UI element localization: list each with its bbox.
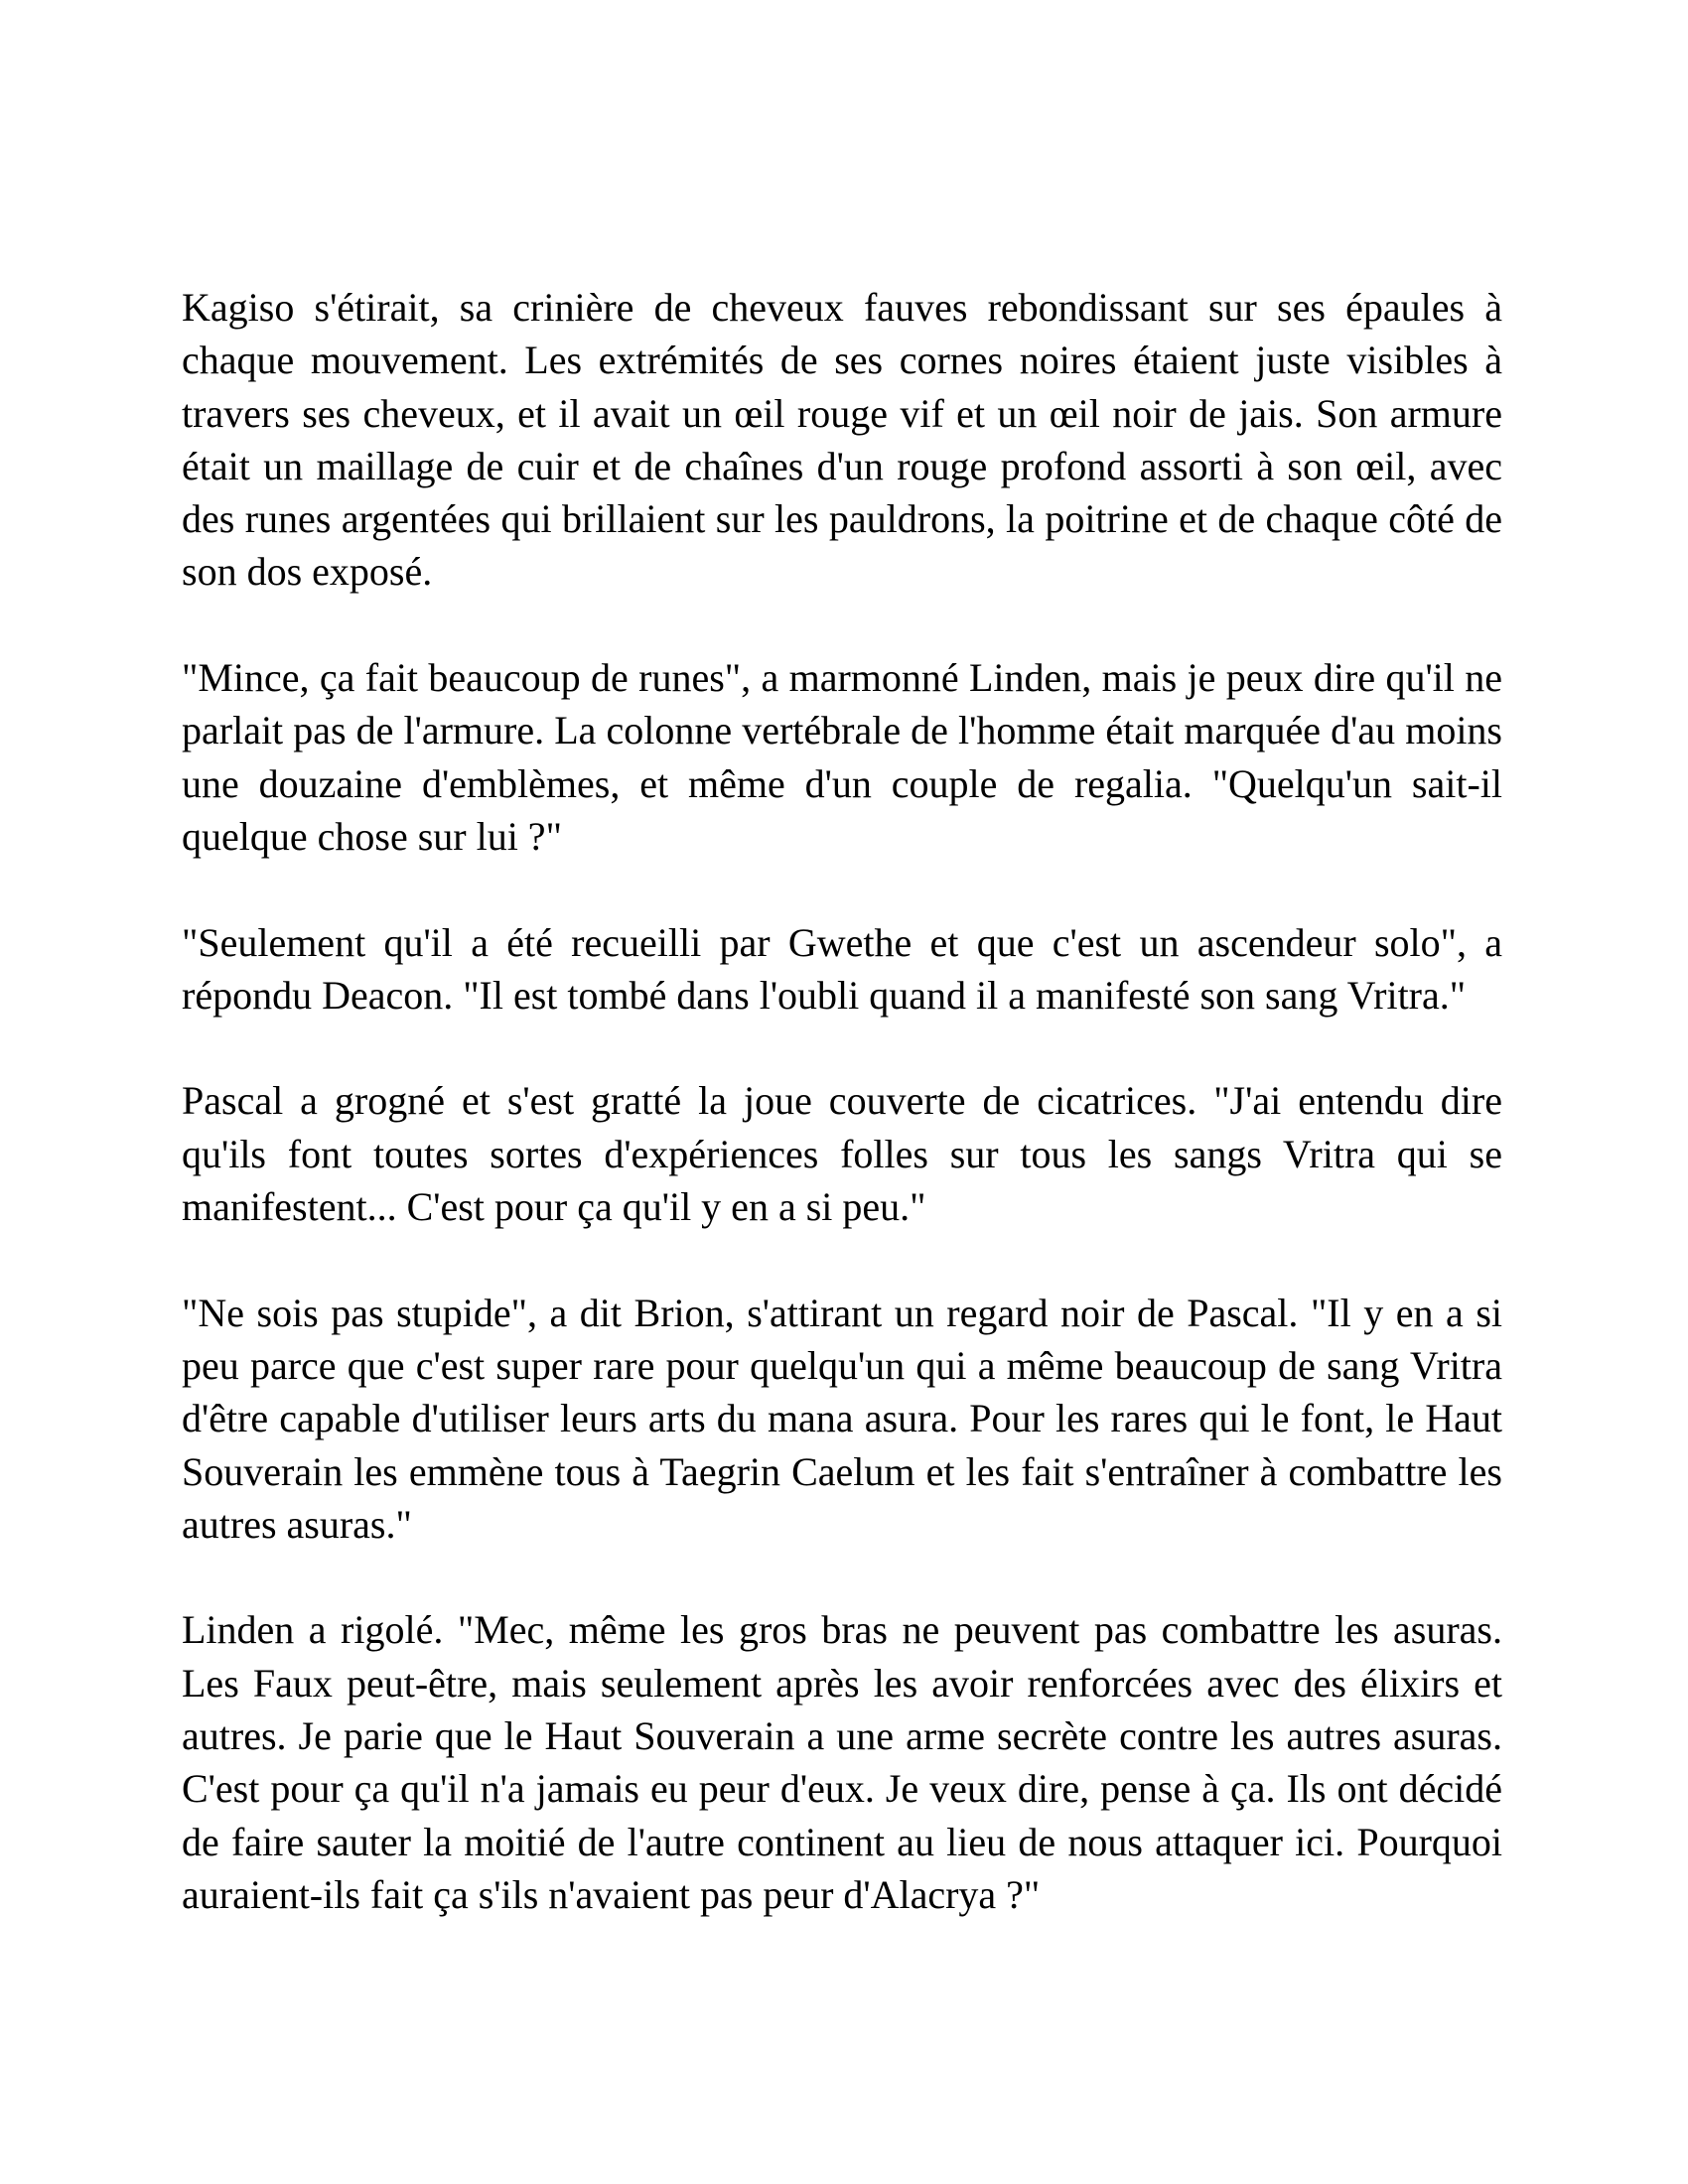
paragraph-2: "Mince, ça fait beaucoup de runes", a marmonné Linden, mais je peux dire qu'il ne parlait pas de l'armure. La colonne vertébrale de l'homme était marquée d'au moins une douzaine d'emblèmes, et même d'un couple de regalia. "Quelqu'un sait-il quelque chose sur lui ?" bbox=[182, 655, 1502, 859]
paragraph-6: Linden a rigolé. "Mec, même les gros bras ne peuvent pas combattre les asuras. Les Faux peut-être, mais seulement après les avoir renforcées avec des élixirs et autres. Je parie que le Haut Souverain a une arme secrète contre les autres asuras. C'est pour ça qu'il n'a jamais eu peur d'eux. Je veux dire, pense à ça. Ils ont décidé de faire sauter la moitié de l'autre continent au lieu de nous attaquer ici. Pourquoi auraient-ils fait ça s'ils n'avaient pas peur d'Alacrya ?" bbox=[182, 1607, 1502, 1917]
paragraph-3: "Seulement qu'il a été recueilli par Gwethe et que c'est un ascendeur solo", a répondu Deacon. "Il est tombé dans l'oubli quand il a manifesté son sang Vritra." bbox=[182, 919, 1502, 1018]
document-page bbox=[182, 281, 1502, 1921]
paragraph-5: "Ne sois pas stupide", a dit Brion, s'attirant un regard noir de Pascal. "Il y en a si peu parce que c'est super rare pour quelqu'un qui a même beaucoup de sang Vritra d'être capable d'utiliser leurs arts du mana asura. Pour les rares qui le font, le Haut Souverain les emmène tous à Taegrin Caelum et les fait s'entraîner à combattre les autres asuras." bbox=[182, 1290, 1502, 1547]
paragraph-4: Pascal a grogné et s'est gratté la joue couverte de cicatrices. "J'ai entendu dire qu'ils font toutes sortes d'expériences folles sur tous les sangs Vritra qui se manifestent... C'est pour ça qu'il y en a si peu." bbox=[182, 1078, 1502, 1230]
paragraph-1: Kagiso s'étirait, sa crinière de cheveux fauves rebondissant sur ses épaules à chaque mouvement. Les extrémités de ses cornes noires étaient juste visibles à travers ses cheveux, et il avait un œil rouge vif et un œil noir de jais. Son armure était un maillage de cuir et de chaînes d'un rouge profond assorti à son œil, avec des runes argentées qui brillaient sur les pauldrons, la poitrine et de chaque côté de son dos exposé. bbox=[182, 285, 1502, 595]
